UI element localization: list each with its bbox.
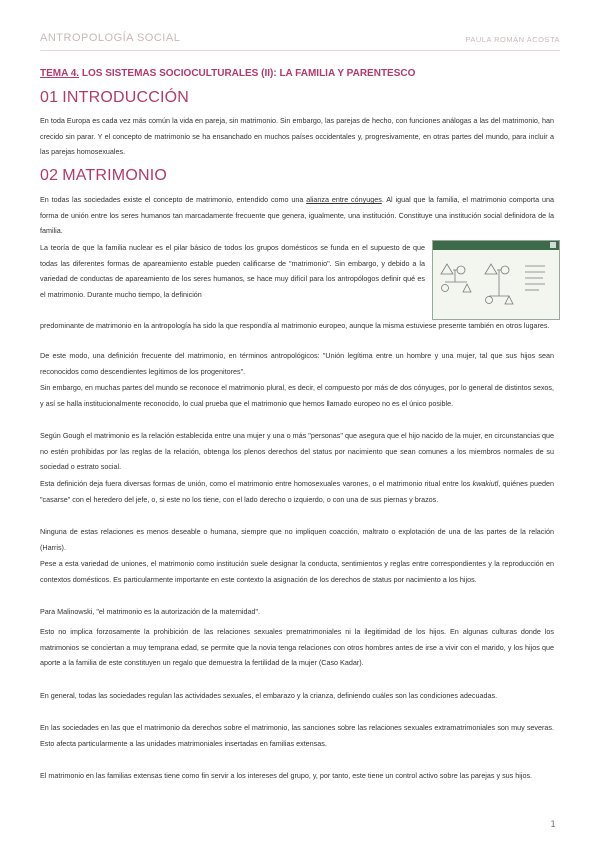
title-number: TEMA 4. xyxy=(40,68,80,79)
section-heading-introduccion xyxy=(40,89,189,107)
paragraph: En general, todas las sociedades regulan las actividades sexuales, el embarazo y la crianza, definiendo cuáles son las condiciones adecuadas. xyxy=(40,691,498,700)
paragraph: De este modo, una definición frecuente del matrimonio, en términos antropológicos: "Unión legítima entre un hombre y una mujer, tal que sus hijos sean reconocidos como descendientes legítimos de los progenitores". xyxy=(40,351,554,376)
underlined-term: alianza entre cónyuges xyxy=(306,195,382,204)
section-number: 01 xyxy=(40,89,59,106)
paragraph: El matrimonio en las familias extensas tiene como fin servir a los intereses del grupo, y, por tanto, este tiene un control activo sobre las parejas y sus hijos. xyxy=(40,771,533,780)
paragraph: Sin embargo, en muchas partes del mundo se reconoce el matrimonio plural, es decir, el compuesto por más de dos cónyuges, por lo general de distintos sexos, y así se halla institucionalmente reconocido, lo cual prueba que el matrimonio que hemos llamado europeo no es el único posible. xyxy=(40,383,554,408)
figure-titlebar xyxy=(433,241,559,250)
text-run: En todas las sociedades existe el concepto de matrimonio, entendido como una xyxy=(40,195,307,204)
page-number: 1 xyxy=(550,820,556,830)
paragraph: Según Gough el matrimonio es la relación establecida entre una mujer y una o más "personas" que asegura que el hijo nacido de la mujer, en circunstancias que no estén prohibidas por las reglas de la relación, obtenga los plenos derechos del status por nacimiento que sean comunes a los miembros normales de su sociedad o estrato social. xyxy=(40,431,554,472)
title-text: LOS SISTEMAS SOCIOCULTURALES (II): LA FAMILIA Y PARENTESCO xyxy=(79,68,416,79)
section-number: 02 xyxy=(40,167,59,184)
paragraph xyxy=(40,192,554,239)
paragraph: Pese a esta variedad de uniones, el matrimonio como institución suele designar la conducta, sentimientos y reglas entre correspondientes y la reproducción en contextos domésticos. Es particularmente importante en este contexto la asignación de los derechos de status por nacimiento a los hijos. xyxy=(40,559,554,584)
text-run: Esta definición deja fuera diversas formas de unión, como el matrimonio entre homosexuales varones, o el matrimonio ritual entre los xyxy=(40,479,473,488)
paragraph xyxy=(40,476,554,507)
header-divider xyxy=(40,50,560,51)
header-author: PAULA ROMÁN ACOSTA xyxy=(465,35,560,44)
section-title: INTRODUCCIÓN xyxy=(62,89,190,106)
section-heading-matrimonio xyxy=(40,167,167,185)
paragraph: La teoría de que la familia nuclear es el pilar básico de todos los grupos domésticos se funda en el supuesto de que todas las diferentes formas de apareamiento estable pueden calificarse de "matrimonio". Sin embargo, y debido a la variedad de conductas de apareamiento de los seres humanos, se hace muy difícil para los antropólogos definir qué es el matrimonio. Durante mucho tiempo, la definición xyxy=(40,243,425,299)
paragraph: En las sociedades en las que el matrimonio da derechos sobre el matrimonio, las sanciones sobre las relaciones sexuales extramatrimoniales son muy severas. Esto afecta particularmente a las unidades matrimoniales insertadas en familias extensas. xyxy=(40,723,554,748)
header-subject: ANTROPOLOGÍA SOCIAL xyxy=(40,32,181,44)
page-title xyxy=(40,68,415,79)
paragraph: Para Malinowski, "el matrimonio es la autorización de la maternidad". xyxy=(40,607,261,616)
text-run: . Al igual que la familia, el matrimonio comporta una forma de unión entre los seres humanos tan marcadamente frecuente que genera, igualmente, una institución. Constituye una institución social definidora de la familia. xyxy=(40,195,554,236)
paragraph: Esto no implica forzosamente la prohibición de las relaciones sexuales prematrimoniales ni la ilegitimidad de los hijos. En algunas culturas donde los matrimonios se conciertan a muy temprana edad, se permite que la novia tenga relaciones con otros hombres antes de irse a vivir con el marido, y los hijos que aporte a la familia de este constituyen un regalo que demuestra la fertilidad de la mujer (Caso Kadar). xyxy=(40,627,554,668)
paragraph xyxy=(40,271,554,334)
paragraph-intro: En toda Europa es cada vez más común la vida en pareja, sin matrimonio. Sin embargo, las parejas de hecho, con funciones análogas a las del matrimonio, han crecido sin parar. Y el concepto de matrimonio se ha ensanchado en muchos países occidentales y, progresivamente, en otras partes del mundo, para incluir a las parejas homosexuales. xyxy=(40,116,554,157)
text-run: , quiénes pueden "casarse" con el heredero del jefe, o, si este no los tiene, con el lado derecho o izquierdo, o con una de sus piernas y brazos. xyxy=(40,479,554,504)
paragraph: Ninguna de estas relaciones es menos deseable o humana, siempre que no impliquen coacción, maltrato o explotación de una de las partes de la relación (Harris). xyxy=(40,527,554,552)
text-run: predominante de matrimonio en la antropología ha sido la que respondía al matrimonio europeo, aunque la misma estuviese presente también en otros lugares. xyxy=(40,321,550,330)
italic-term: kwakiutl xyxy=(472,479,499,488)
section-title: MATRIMONIO xyxy=(62,167,168,184)
